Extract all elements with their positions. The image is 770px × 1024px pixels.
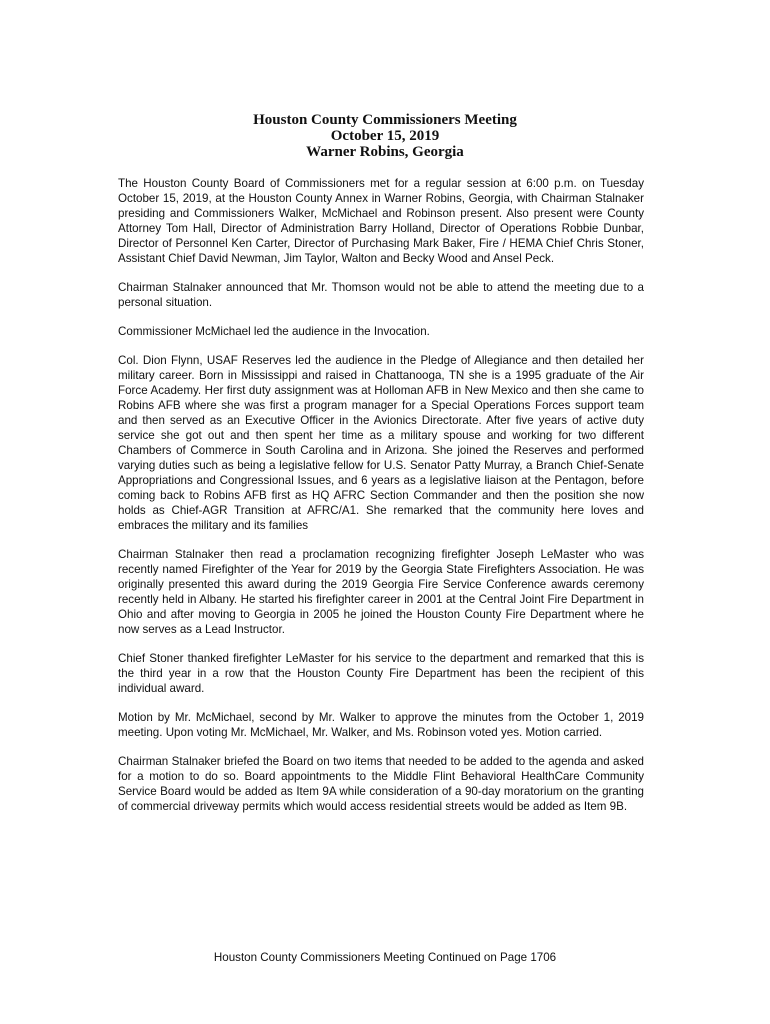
paragraph-pledge: Col. Dion Flynn, USAF Reserves led the audience in the Pledge of Allegiance and then detailed her military career. Born in Mississippi and raised in Chattanooga, TN she is a 1995 graduate of the Air Force Academy. Her first duty assignment was at Holloman AFB in New Mexico and then she came to Robins AFB where she was first a program manager for a Special Operations Forces support team and then served as an Executive Officer in the Avionics Directorate. After five years of active duty service she got out and then spent her time as a military spouse and working for two different Chambers of Commerce in South Carolina and in Arizona. She joined the Reserves and performed varying duties such as being a legislative fellow for U.S. Senator Patty Murray, a Branch Chief-Senate Appropriations and Congressional Issues, and 6 years as a legislative liaison at the Pentagon, before coming back to Robins AFB first as HQ AFRC Section Commander and then the position she now holds as Chief-AGR Transition at AFRC/A1. She remarked that the community here loves and embraces the military and its families (118, 354, 644, 532)
paragraph-agenda-additions: Chairman Stalnaker briefed the Board on two items that needed to be added to the agenda and asked for a motion to do so. Board appointments to the Middle Flint Behavioral HealthCare Community Service Board would be added as Item 9A while consideration of a 90-day moratorium on the granting of commercial driveway permits which would access residential streets would be added as Item 9B. (118, 755, 644, 813)
paragraph-minutes-motion: Motion by Mr. McMichael, second by Mr. Walker to approve the minutes from the October 1, 2019 meeting. Upon voting Mr. McMichael, Mr. Walker, and Ms. Robinson voted yes. Motion carried. (118, 711, 644, 739)
meeting-date: October 15, 2019 (330, 128, 440, 144)
title-block (0, 112, 770, 160)
meeting-location: Warner Robins, Georgia (306, 144, 464, 160)
paragraph-chief-remarks: Chief Stoner thanked firefighter LeMaster for his service to the department and remarked that this is the third year in a row that the Houston County Fire Department has been the recipient of this individual award. (118, 652, 644, 695)
minutes-body (118, 176, 644, 828)
page-footer: Houston County Commissioners Meeting Continued on Page 1706 (213, 951, 557, 964)
paragraph-attendance: The Houston County Board of Commissioners met for a regular session at 6:00 p.m. on Tuesday October 15, 2019, at the Houston County Annex in Warner Robins, Georgia, with Chairman Stalnaker presiding and Commissioners Walker, McMichael and Robinson present. Also present were County Attorney Tom Hall, Director of Administration Barry Holland, Director of Operations Robbie Dunbar, Director of Personnel Ken Carter, Director of Purchasing Mark Baker, Fire / HEMA Chief Chris Stoner, Assistant Chief David Newman, Jim Taylor, Walton and Becky Wood and Ansel Peck. (118, 177, 644, 265)
paragraph-absence: Chairman Stalnaker announced that Mr. Thomson would not be able to attend the meeting due to a personal situation. (118, 281, 644, 309)
paragraph-invocation: Commissioner McMichael led the audience in the Invocation. (118, 325, 430, 338)
meeting-title: Houston County Commissioners Meeting (253, 112, 517, 128)
paragraph-proclamation: Chairman Stalnaker then read a proclamation recognizing firefighter Joseph LeMaster who was recently named Firefighter of the Year for 2019 by the Georgia State Firefighters Association. He was originally presented this award during the 2019 Georgia Fire Service Conference awards ceremony recently held in Albany. He started his firefighter career in 2001 at the Central Joint Fire Department in Ohio and after moving to Georgia in 2005 he joined the Houston County Fire Department where he now serves as a Lead Instructor. (118, 548, 644, 636)
